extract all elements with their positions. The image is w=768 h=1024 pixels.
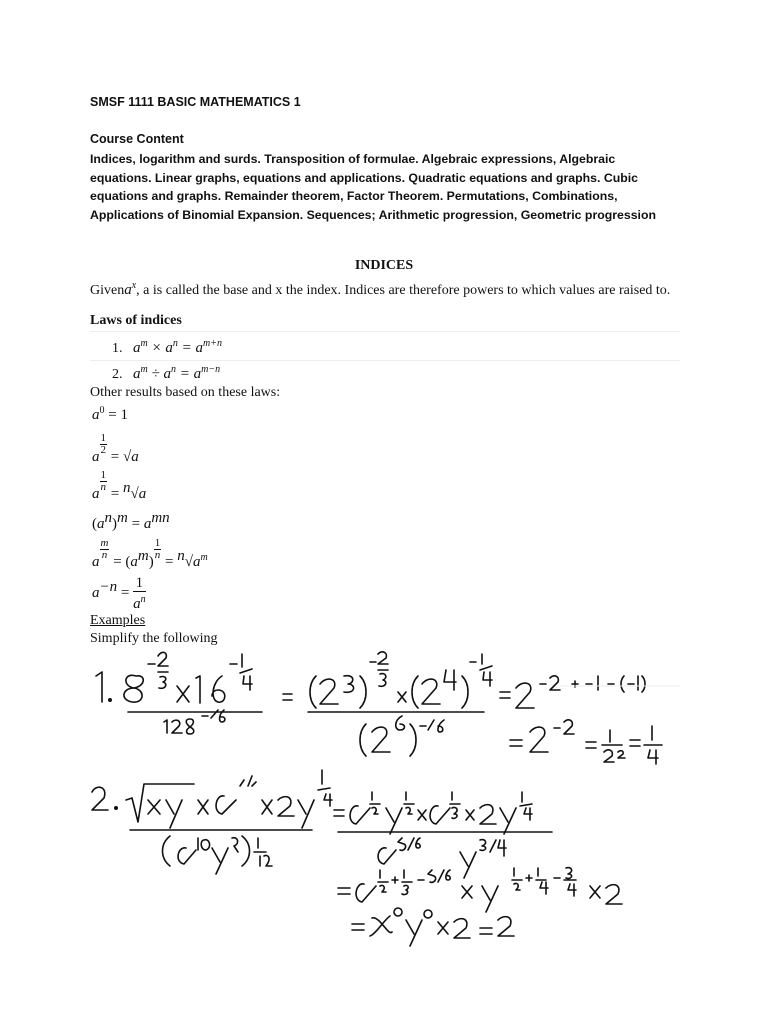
result-negative-power: $a^{-n}$ = $\frac{1}{a^n}$ (92, 575, 146, 612)
example-1-drawing (96, 652, 662, 764)
law-number: 2. (112, 367, 123, 382)
course-content-line: equations and graphs. Remainder theorem, Factor Theorem. Permutations, Combinations, (90, 189, 618, 204)
law-number: 1. (112, 341, 123, 356)
law-formula: $a^m \div a^n = a^{m-n}$ (133, 364, 221, 382)
intro-expression: $a^x$ (124, 280, 137, 298)
course-content-title: Course Content (90, 132, 184, 146)
course-content-line: Applications of Binomial Expansion. Sequences; Arithmetic progression, Geometric progression (90, 207, 656, 222)
intro-rest: , a is called the base and x the index. Indices are therefore powers to which values are raised to. (136, 283, 671, 298)
course-content-line: Indices, logarithm and surds. Transposition of formulae. Algebraic expressions, Algebraic (90, 152, 616, 166)
result-zero-power: $a^0 = 1$ (92, 405, 128, 423)
examples-heading: Examples (90, 613, 146, 628)
result-nth-root: a $\frac{1}{n}$ = $^n$√a (92, 469, 147, 502)
course-header: SMSF 1111 BASIC MATHEMATICS 1 (90, 95, 301, 109)
laws-title: Laws of indices (90, 313, 182, 328)
law-formula: $a^m \times a^n = a^{m+n}$ (133, 338, 222, 356)
examples-prompt: Simplify the following (90, 631, 218, 646)
example-2-drawing (92, 770, 622, 946)
course-content-line: equations. Linear graphs, equations and applications. Quadratic equations and graphs. Cubic (90, 170, 638, 185)
intro-given: Given (90, 283, 125, 298)
result-power-of-power: $(a^n)^m = a^{mn}$ (92, 510, 170, 532)
section-title: INDICES (354, 258, 414, 273)
result-fractional-power: a $\frac{m}{n}$ = $(a^m)$ $\frac{1}{n}$ = $^n√a^m$ (92, 537, 208, 570)
result-square-root: a $\frac{1}{2}$ = √a (92, 432, 139, 465)
other-results-title: Other results based on these laws: (90, 385, 281, 400)
